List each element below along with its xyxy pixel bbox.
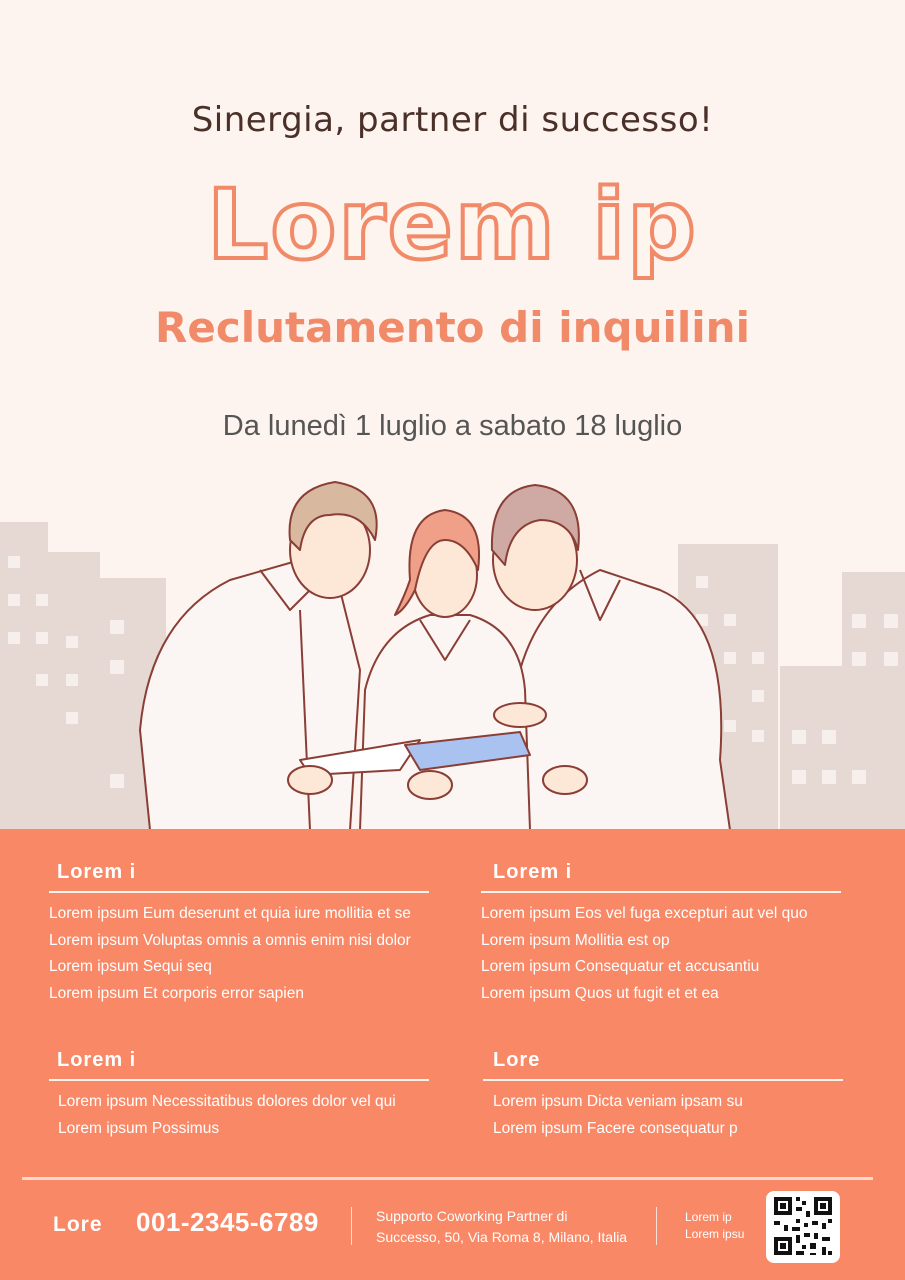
info-panel (0, 829, 905, 1280)
footer-note (685, 1209, 744, 1243)
list-item: Lorem ipsum Facere consequatur p (493, 1119, 738, 1137)
list-item: Lorem ipsum Dicta veniam ipsam su (493, 1093, 743, 1110)
date-range: Da lunedì 1 luglio a sabato 18 luglio (222, 410, 683, 442)
section-list (49, 1081, 429, 1142)
info-section (49, 857, 429, 1007)
qr-code-icon[interactable] (766, 1191, 840, 1263)
list-item: Lorem ipsum Mollitia est op (481, 931, 670, 949)
list-item: Lorem ipsum Necessitatibus dolores dolor vel qui (58, 1093, 396, 1110)
list-item: Lorem ipsum Et corporis error sapien (49, 984, 304, 1002)
info-section (481, 857, 841, 1007)
phone-number[interactable]: 001-2345-6789 (136, 1207, 319, 1237)
footer-divider (22, 1177, 873, 1180)
info-section (49, 1045, 429, 1142)
section-list (49, 893, 429, 1007)
subtitle: Reclutamento di inquilini (155, 303, 750, 352)
list-item: Lorem ipsum Consequatur et accusantiu (481, 958, 760, 975)
address-line: Supporto Coworking Partner di (376, 1208, 568, 1224)
section-heading: Lore (483, 1045, 843, 1081)
list-item: Lorem ipsum Sequi seq (49, 958, 212, 975)
footer (0, 1189, 905, 1269)
section-heading: Lorem i (49, 1045, 429, 1081)
section-heading: Lorem i (49, 857, 429, 893)
list-item: Lorem ipsum Voluptas omnis a omnis enim nisi dolor (49, 931, 411, 949)
team-illustration (0, 470, 905, 830)
footer-note-line: Lorem ipsu (685, 1227, 745, 1241)
info-section (483, 1045, 843, 1142)
address (376, 1206, 646, 1248)
footer-label: Lore (53, 1213, 103, 1236)
section-list (481, 893, 841, 1007)
qr-code-graphic (766, 1191, 840, 1263)
footer-note-line: Lorem ip (685, 1210, 732, 1224)
list-item: Lorem ipsum Quos ut fugit et et ea (481, 984, 719, 1002)
address-line: Successo, 50, Via Roma 8, Milano, Italia (376, 1229, 628, 1245)
section-list (483, 1081, 843, 1142)
main-title: Lorem ip (207, 169, 698, 281)
footer-separator (656, 1207, 657, 1245)
tagline: Sinergia, partner di successo! (191, 100, 714, 140)
section-heading: Lorem i (481, 857, 841, 893)
footer-separator (351, 1207, 352, 1245)
list-item: Lorem ipsum Possimus (58, 1119, 220, 1137)
list-item: Lorem ipsum Eum deserunt et quia iure mollitia et se (49, 905, 411, 922)
people (140, 482, 730, 830)
list-item: Lorem ipsum Eos vel fuga excepturi aut vel quo (481, 905, 808, 922)
